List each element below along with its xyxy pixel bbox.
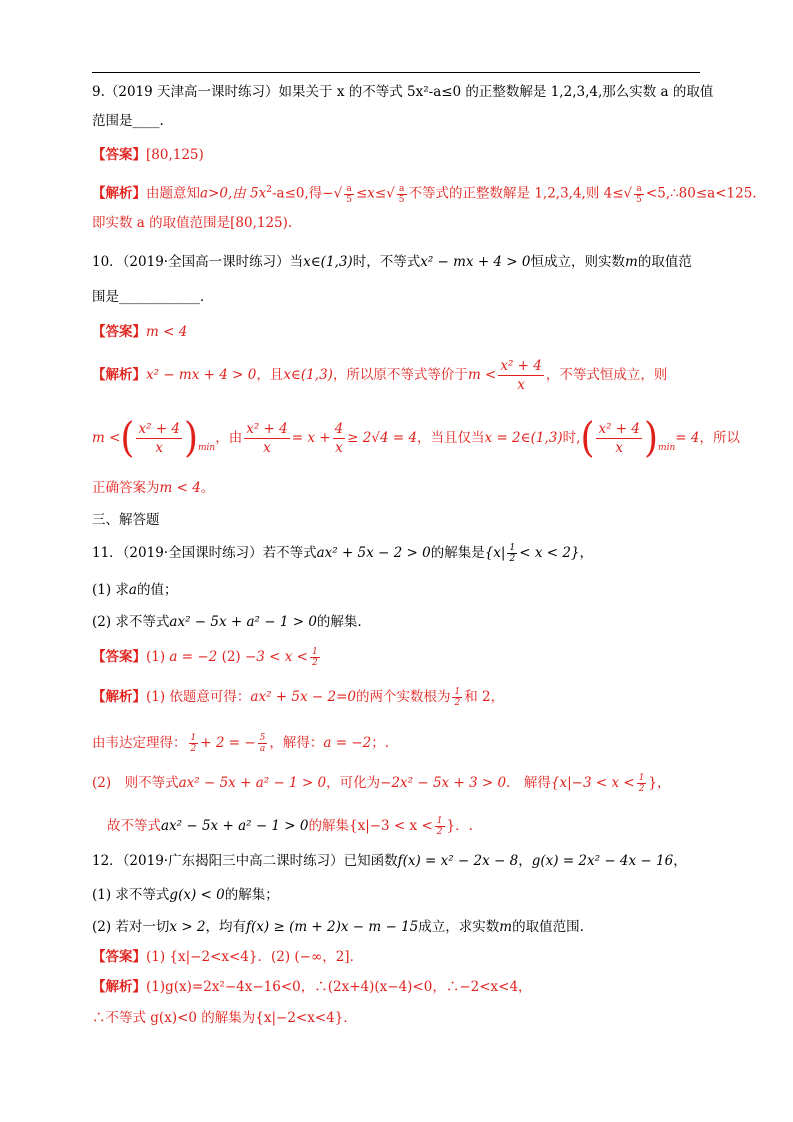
- q12-p2e: 成立，求实数: [418, 919, 500, 935]
- q11-an2e: ；.: [371, 735, 390, 751]
- q9-end: .: [159, 113, 164, 129]
- q9-question-text: 9.（2019 天津高一课时练习）如果关于 x 的不等式 5x²-a≤0 的正整数解是 1,2,3,4,那么实数 a 的取值: [92, 84, 714, 100]
- q10-c1: 正确答案为: [92, 480, 160, 496]
- q12-p2b: x > 2: [169, 919, 206, 935]
- q11-an3d: −2x² − 5x + 3 > 0: [380, 775, 507, 791]
- analysis-tag: 【解析】: [92, 367, 146, 383]
- q11-an1c: 的两个实数根为: [355, 689, 451, 705]
- analysis-tag: 【解析】: [92, 689, 146, 705]
- q11-ans-a: (1): [146, 649, 166, 665]
- q11-analysis-line2: [92, 733, 389, 754]
- q9-text-b: a>0,由 5x: [200, 185, 267, 202]
- q12-line1: [92, 851, 687, 871]
- q11-an1a: (1) 依题意可得：: [146, 689, 251, 705]
- q10-a5: m <: [467, 367, 497, 383]
- q11-an1d: 和 2，: [464, 689, 505, 705]
- q10-b3: = x +: [291, 430, 331, 446]
- q12-p2c: ，均有: [205, 919, 247, 935]
- q11-an4a: 故不等式: [107, 818, 161, 834]
- q9-analysis-line1: 【解析】由题意知a>0,由 $5x^2-a\le 0$,得−√ $\frac{a}{5}$ ≤x≤√ $\frac{a}{5}$ 不等式的正整数解是 1,2,3,4,则 4≤√ $\frac{a}{5}$ <5,∴80≤a<125.: [92, 183, 757, 205]
- q11-analysis-line4: [107, 816, 473, 837]
- q11-line1: [92, 543, 593, 564]
- q11-t-c: 的解集是: [430, 545, 485, 561]
- q11-analysis-line1: [92, 687, 504, 708]
- q12-p2f: m: [499, 919, 513, 935]
- q11-an3e: ． 解得: [506, 775, 551, 791]
- q11-part2: [92, 612, 362, 632]
- q11-p1c: 的值；: [136, 582, 178, 598]
- q12-p2g: 的取值范围.: [512, 919, 584, 935]
- q11-an1b: ax² + 5x − 2=0: [250, 689, 356, 705]
- q9-text-a: 由题意知: [146, 185, 200, 202]
- q9-frac2: $\frac{a}{5}$: [398, 183, 405, 205]
- section-heading: 三、解答题: [92, 512, 160, 528]
- q10-analysis-line3: [92, 478, 214, 498]
- q10-c3: 。: [200, 480, 215, 496]
- q10-b6: x = 2∈(1,3): [484, 430, 563, 446]
- q11-an3g: }，: [648, 775, 671, 791]
- q11-an3a: (2) 则不等式: [92, 775, 179, 791]
- q11-p1a: (1) 求: [92, 582, 129, 598]
- q10-t-e: 恒成立，则实数: [530, 254, 626, 270]
- q10-t-i: ．: [200, 289, 214, 305]
- q10-b1: m <: [92, 430, 121, 446]
- q9-line1: [92, 82, 713, 102]
- q10-c2: m < 4: [159, 480, 201, 496]
- q11-an2-half: $\frac{1}{2}$: [190, 733, 197, 754]
- q12-p1a: (1) 求不等式: [92, 887, 170, 903]
- q11-an3b: ax² − 5x + a² − 1 > 0: [178, 775, 327, 791]
- q10-a3: x∈(1,3): [283, 367, 333, 383]
- q11-an4-half: $\frac{1}{2}$: [436, 816, 443, 837]
- q10-min1: min: [198, 443, 216, 453]
- q10-a1: x² − mx + 4 > 0: [146, 367, 257, 383]
- q12-p2a: (2) 若对一切: [92, 919, 170, 935]
- q10-t-b: x∈(1,3): [303, 254, 353, 270]
- q10-t-g: 的取值范: [637, 254, 692, 270]
- q10-t-c: 时，不等式: [352, 254, 421, 270]
- q11-t-e: < x < 2}: [519, 545, 580, 561]
- q12-p1b: g(x) < 0: [169, 887, 225, 903]
- q11-ans-c: (2): [221, 649, 241, 665]
- q10-line1: [92, 252, 692, 272]
- q11-half: $\frac{1}{2}$: [509, 543, 516, 564]
- q11-an4b: ax² − 5x + a² − 1 > 0: [161, 818, 309, 834]
- q12-part2: [92, 917, 584, 937]
- q10-b4: ≥ 2√4 = 4: [347, 430, 418, 446]
- q12-analysis-text1: (1)g(x)=2x²−4x−16<0，∴(2x+4)(x−4)<0，∴−2<x<4，: [146, 979, 532, 995]
- q11-p2c: 的解集.: [316, 614, 362, 630]
- q10-answer-value: m < 4: [146, 324, 188, 340]
- q11-ans-half: $\frac{1}{2}$: [312, 647, 318, 668]
- q10-b2: ，由: [215, 430, 243, 446]
- q11-an2a: 由韦达定理得：: [92, 735, 187, 751]
- analysis-tag: 【解析】: [92, 979, 146, 995]
- q9-answer-value: [80,125): [146, 147, 204, 163]
- q12-t-d: g(x) = 2x² − 4x − 16: [531, 853, 674, 869]
- q10-b7: 时,: [562, 430, 581, 446]
- q12-analysis-line2: [92, 1008, 357, 1028]
- q12-answer-value: (1) {x|−2<x<4}．(2) (−∞，2]．: [146, 949, 364, 965]
- q9-line2: [92, 111, 164, 131]
- header-rule: [92, 72, 700, 73]
- q10-a4: ，所以原不等式等价于: [332, 367, 468, 383]
- q9-frac1: $\frac{a}{5}$: [346, 183, 352, 205]
- q12-t-b: f(x) = x² − 2x − 8: [397, 853, 519, 869]
- q12-analysis-line1: [92, 977, 532, 997]
- q10-analysis-line1: [92, 357, 667, 394]
- q11-ans-b: a = −2: [169, 649, 218, 665]
- q12-part1: [92, 885, 279, 905]
- q11-an3c: ，可化为: [326, 775, 381, 791]
- q12-p1c: 的解集；: [224, 887, 279, 903]
- q10-line2: [92, 287, 214, 307]
- q11-an2d: a = −2: [323, 735, 372, 751]
- q11-part1: [92, 580, 177, 600]
- q12-analysis-text2: ∴不等式 g(x)<0 的解集为{x|−2<x<4}．: [92, 1010, 357, 1026]
- q11-an3f: {x|−3 < x <: [550, 775, 635, 791]
- q11-p1b: a: [128, 582, 137, 598]
- q9-text-d: ≤x≤: [355, 185, 387, 202]
- q9-analysis-text2: 即实数 a 的取值范围是[80,125).: [92, 215, 293, 231]
- q10-analysis-line2: m <( $\frac{\text{x² + 4}}{x}$ )$_{min}$，由 $\frac{\text{x² + 4}}{x}$ = x + $\frac{4}{x}$ ≥ 2√4 = 4，当且仅当x = 2∈(1,3)时,( $\frac{\text{x² + 4}}{x}$ )$_{min}= 4$，所以: [92, 414, 740, 462]
- q10-t-a: 10．（2019·全国高一课时练习）当: [92, 254, 304, 270]
- answer-tag: 【答案】: [92, 324, 146, 340]
- q11-an1-half: $\frac{1}{2}$: [454, 687, 461, 708]
- answer-tag: 【答案】: [92, 949, 146, 965]
- q10-b9: ，所以: [699, 430, 740, 446]
- q10-frac2: $\frac{\text{x² + 4}}{x}$: [138, 421, 180, 456]
- q9-text-e: 不等式的正整数解是 1,2,3,4,则 4≤: [408, 185, 624, 202]
- answer-tag: 【答案】: [92, 649, 146, 665]
- q12-p2d: f(x) ≥ (m + 2)x − m − 15: [246, 919, 419, 935]
- q10-a2: ，且: [256, 367, 284, 383]
- q9-blank: ____: [132, 113, 160, 129]
- q9-analysis-line2: [92, 213, 292, 233]
- q10-answer: [92, 322, 187, 342]
- q10-min2: min: [658, 443, 676, 453]
- q9-text-c: -a≤0,得−: [271, 185, 334, 202]
- q12-t-a: 12．（2019·广东揭阳三中高二课时练习）已知函数: [92, 853, 398, 869]
- q10-a6: ，不等式恒成立，则: [545, 367, 668, 383]
- q10-blank: ____________: [119, 289, 200, 305]
- q10-frac5: $\frac{\text{x² + 4}}{x}$: [598, 421, 640, 456]
- q11-an2c: ，解得：: [269, 735, 324, 751]
- q11-t-d: {x|: [484, 545, 506, 561]
- analysis-tag: 【解析】: [92, 185, 146, 202]
- q11-p2b: ax² − 5x + a² − 1 > 0: [169, 614, 317, 630]
- q10-frac3: $\frac{\text{x² + 4}}{x}$: [246, 421, 288, 456]
- q11-an4d: }．.: [446, 818, 473, 834]
- q11-an4c: 的解集{x|−3 < x <: [308, 818, 433, 834]
- q12-t-e: ，: [673, 853, 687, 869]
- q9-answer: [92, 145, 204, 165]
- q11-p2a: (2) 求不等式: [92, 614, 170, 630]
- q9-frac3: $\frac{a}{5}$: [636, 183, 642, 205]
- q9-question-text2: 范围是: [92, 113, 133, 129]
- q12-answer: [92, 947, 363, 967]
- q11-t-a: 11．（2019·全国课时练习）若不等式: [92, 545, 317, 561]
- q10-t-h: 围是: [92, 289, 119, 305]
- q10-b5: ，当且仅当: [417, 430, 485, 446]
- q12-t-c: ，: [518, 853, 532, 869]
- q11-an2b: + 2 = −: [200, 735, 256, 751]
- q10-frac4: $\frac{4}{x}$: [334, 421, 344, 456]
- answer-tag: 【答案】: [92, 147, 146, 163]
- q11-an2-frac: $\frac{5}{a}$: [259, 733, 266, 754]
- q11-answer: [92, 647, 322, 668]
- q10-b8: = 4: [675, 430, 700, 446]
- q10-t-d: x² − mx + 4 > 0: [420, 254, 531, 270]
- q10-frac1: $\frac{\text{x² + 4}}{x}$: [500, 358, 542, 393]
- q11-t-b: ax² + 5x − 2 > 0: [316, 545, 431, 561]
- q11-t-f: ，: [579, 545, 594, 561]
- q9-text-f: <5,∴80≤a<125.: [645, 185, 757, 202]
- q11-analysis-line3: [92, 773, 671, 794]
- q11-an3-half: $\frac{1}{2}$: [638, 773, 645, 794]
- q10-t-f: m: [625, 254, 638, 270]
- q11-ans-d: −3 < x <: [244, 649, 308, 665]
